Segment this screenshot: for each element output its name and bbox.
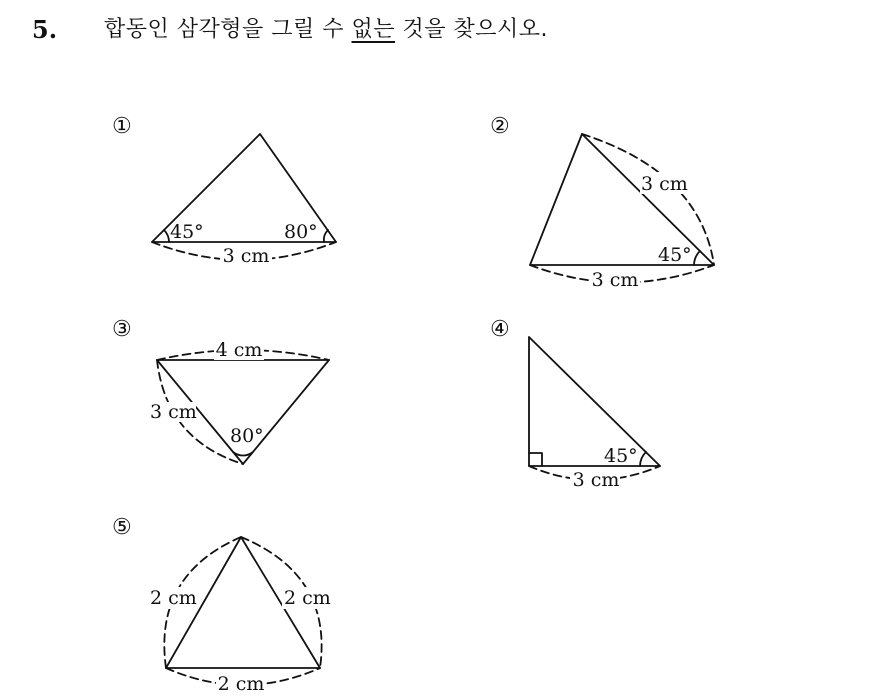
option-4[interactable] [529,337,660,480]
option-4-marker[interactable]: ④ [490,317,510,342]
option-4-triangle [529,337,660,466]
option-1-marker[interactable]: ① [112,114,132,139]
question-text-underlined: 없는 [351,17,396,42]
option-5-left-label: 2 cm [150,587,197,609]
option-5-base-label: 2 cm [217,673,265,695]
question-text-after: 것을 찾으시오. [395,17,549,42]
option-1-base-label: 3 cm [222,245,270,267]
option-3-angle-label: 80° [230,425,264,447]
option-1-left-angle-label: 45° [170,221,204,243]
option-4-angle-arc [640,452,646,466]
option-5[interactable] [164,537,321,685]
option-5-marker[interactable]: ⑤ [112,515,132,540]
option-2-side-label: 3 cm [641,173,688,195]
option-4-right-angle-mark [529,453,542,466]
option-3-top-label: 4 cm [215,339,263,361]
option-1-right-angle-label: 80° [284,221,318,243]
option-3-marker[interactable]: ③ [112,317,132,342]
question-text-before: 합동인 삼각형을 그릴 수 [104,17,352,42]
question-number: 5. [32,15,58,44]
option-2-base-label: 3 cm [591,269,639,291]
option-5-right-label: 2 cm [284,587,331,609]
option-1-angle-arc-right [324,230,328,242]
option-2-angle-label: 45° [658,244,692,266]
option-4-angle-label: 45° [604,445,638,467]
option-3-side-label: 3 cm [150,401,197,423]
option-2-angle-arc [694,251,700,265]
option-1-angle-arc-left [164,230,169,242]
option-2-marker[interactable]: ② [490,114,510,139]
option-4-base-label: 3 cm [572,469,620,491]
